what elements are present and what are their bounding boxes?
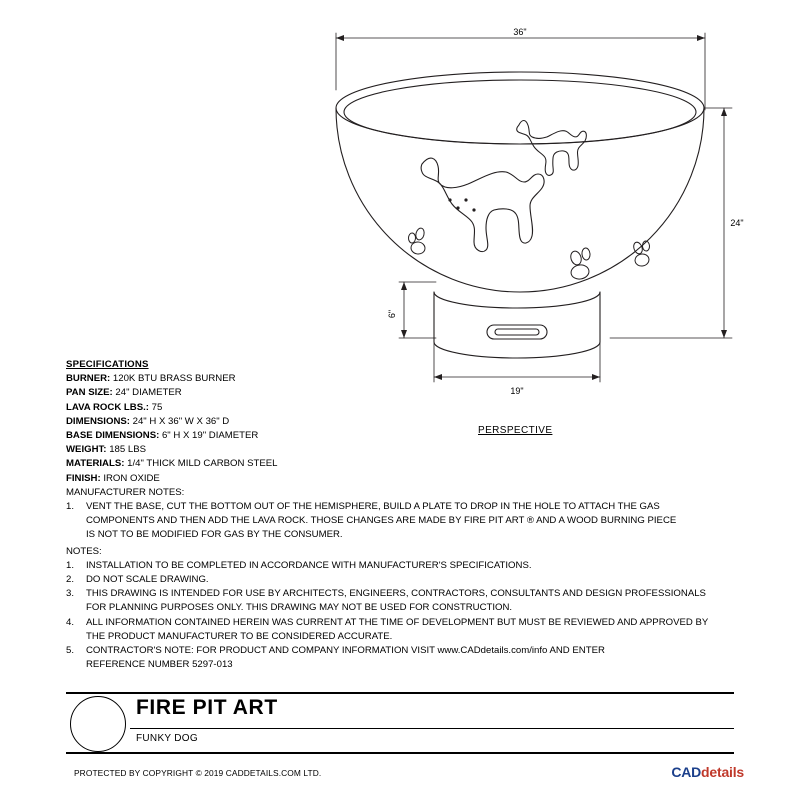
dim-base-width-label: 19" bbox=[510, 386, 524, 396]
spec-value-base-dimensions: 6" H X 19" DIAMETER bbox=[161, 430, 259, 442]
title-block-bottom-rule bbox=[66, 752, 734, 754]
spec-row-finish bbox=[66, 472, 766, 486]
note-text bbox=[86, 587, 766, 615]
dimension-bowl-height bbox=[610, 108, 732, 338]
paw-print-cutouts bbox=[408, 227, 650, 280]
spec-key-lava-rock: LAVA ROCK LBS.: bbox=[66, 401, 149, 413]
spec-row-base-dimensions bbox=[66, 429, 766, 443]
spec-value-pan-size: 24" DIAMETER bbox=[115, 387, 182, 399]
dim-base-height-label: 6" bbox=[387, 309, 397, 319]
bowl-rim-inner bbox=[344, 80, 696, 144]
title-block bbox=[66, 692, 734, 754]
note-number: 2. bbox=[66, 574, 75, 586]
bowl-body bbox=[336, 108, 704, 292]
manufacturer-notes-heading: MANUFACTURER NOTES: bbox=[66, 486, 185, 498]
spec-key-weight: WEIGHT: bbox=[66, 444, 107, 456]
note-item-1 bbox=[66, 559, 766, 573]
note-line: INSTALLATION TO BE COMPLETED IN ACCORDANCE WITH MANUFACTURER'S SPECIFICATIONS. bbox=[86, 559, 532, 571]
spec-key-pan-size: PAN SIZE: bbox=[66, 387, 113, 399]
notes-heading: NOTES: bbox=[66, 545, 102, 557]
caddetails-logo[interactable] bbox=[671, 764, 744, 780]
dim-bowl-height-label: 24" bbox=[730, 218, 744, 228]
note-item-2 bbox=[66, 573, 766, 587]
spec-value-materials: 1/4" THICK MILD CARBON STEEL bbox=[127, 458, 278, 470]
logo-cad-text: CAD bbox=[671, 764, 702, 780]
spec-key-dimensions: DIMENSIONS: bbox=[66, 415, 130, 427]
note-line: DO NOT SCALE DRAWING. bbox=[86, 574, 209, 586]
copyright-text: PROTECTED BY COPYRIGHT © 2019 CADDETAILS.COM LTD. bbox=[74, 768, 322, 778]
manufacturer-notes-list bbox=[66, 500, 766, 543]
brand-logo-circle-icon bbox=[70, 696, 126, 752]
spec-key-burner: BURNER: bbox=[66, 373, 111, 385]
note-line: ALL INFORMATION CONTAINED HEREIN WAS CURRENT AT THE TIME OF DEVELOPMENT BUT MUST BE REVIEWED AND APPROVED BY bbox=[86, 616, 709, 628]
note-line: REFERENCE NUMBER 5297-013 bbox=[86, 659, 233, 671]
spec-value-finish: IRON OXIDE bbox=[103, 472, 160, 484]
base-vent-slot bbox=[487, 325, 547, 339]
spec-value-dimensions: 24" H X 36" W X 36" D bbox=[132, 415, 230, 427]
spec-value-weight: 185 LBS bbox=[109, 444, 146, 456]
dim-top-width-label: 36" bbox=[513, 27, 527, 37]
spec-key-finish: FINISH: bbox=[66, 472, 101, 484]
notes-list bbox=[66, 559, 766, 673]
specifications-heading: SPECIFICATIONS bbox=[66, 359, 149, 370]
note-line: THE PRODUCT MANUFACTURER TO BE CONSIDERED ACCURATE. bbox=[86, 630, 393, 642]
product-name: FUNKY DOG bbox=[136, 733, 198, 744]
note-text bbox=[86, 559, 766, 573]
dimension-base-height bbox=[399, 282, 436, 338]
specifications-block bbox=[66, 358, 766, 672]
spec-row-lava-rock bbox=[66, 401, 766, 415]
spec-row-burner bbox=[66, 372, 766, 386]
note-text bbox=[86, 616, 766, 644]
dog-cutout-small bbox=[517, 120, 587, 175]
note-line: THIS DRAWING IS INTENDED FOR USE BY ARCHITECTS, ENGINEERS, CONTRACTORS, CONSULTANTS AND DESIGN PROFESSIONALS bbox=[86, 588, 706, 600]
note-number: 1. bbox=[66, 559, 75, 571]
spec-row-pan-size bbox=[66, 386, 766, 400]
note-number: 5. bbox=[66, 645, 75, 657]
note-line: VENT THE BASE, CUT THE BOTTOM OUT OF THE HEMISPHERE, BUILD A PLATE TO DROP IN THE HOLE TO ATTACH THE GAS bbox=[86, 501, 660, 513]
spec-row-dimensions bbox=[66, 415, 766, 429]
note-line: FOR PLANNING PURPOSES ONLY. THIS DRAWING MAY NOT BE USED FOR CONSTRUCTION. bbox=[86, 602, 513, 614]
brand-name: FIRE PIT ART bbox=[136, 696, 278, 719]
note-line: CONTRACTOR'S NOTE: FOR PRODUCT AND COMPANY INFORMATION VISIT www.CADdetails.com/info AND ENTER bbox=[86, 645, 605, 657]
spec-row-weight bbox=[66, 443, 766, 457]
note-text bbox=[86, 644, 766, 672]
note-number: 3. bbox=[66, 588, 75, 600]
spec-value-burner: 120K BTU BRASS BURNER bbox=[112, 373, 236, 385]
base-top-front bbox=[434, 292, 600, 308]
note-number: 4. bbox=[66, 616, 75, 628]
note-line: COMPONENTS AND THEN ADD THE LAVA ROCK. THOSE CHANGES ARE MADE BY FIRE PIT ART ® AND A WOOD BURNING PIECE bbox=[86, 515, 677, 527]
spec-row-materials bbox=[66, 457, 766, 471]
dog-cutout-large bbox=[421, 158, 544, 252]
manufacturer-note-item bbox=[66, 500, 766, 543]
title-block-top-rule bbox=[66, 692, 734, 694]
title-block-mid-rule bbox=[130, 728, 734, 729]
base-bottom bbox=[434, 342, 600, 358]
note-item-4 bbox=[66, 616, 766, 644]
note-item-5 bbox=[66, 644, 766, 672]
note-number: 1. bbox=[66, 501, 75, 513]
note-item-3 bbox=[66, 587, 766, 615]
spec-key-base-dimensions: BASE DIMENSIONS: bbox=[66, 430, 160, 442]
note-line: IS NOT TO BE MODIFIED FOR GAS BY THE CONSUMER. bbox=[86, 529, 343, 541]
logo-details-text: details bbox=[701, 764, 744, 780]
note-text bbox=[86, 500, 766, 543]
spec-key-materials: MATERIALS: bbox=[66, 458, 125, 470]
view-label-perspective: PERSPECTIVE bbox=[478, 425, 553, 436]
spec-value-lava-rock: 75 bbox=[151, 401, 163, 413]
note-text bbox=[86, 573, 766, 587]
